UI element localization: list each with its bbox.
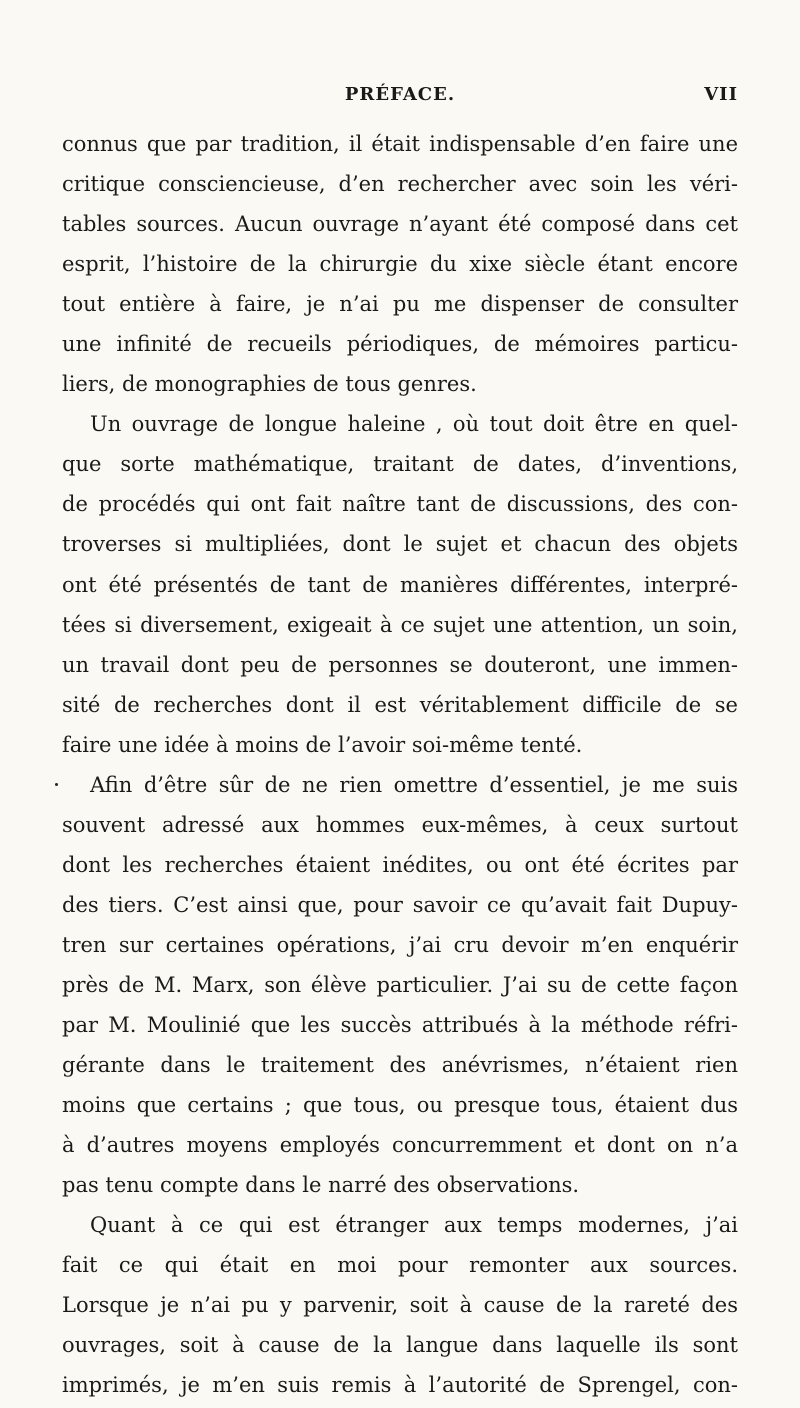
text-line: souvent adressé aux hommes eux-mêmes, à ceux surtout — [62, 812, 738, 837]
running-title: PRÉFACE. — [344, 84, 456, 105]
text-line: près de M. Marx, son élève particulier. J’ai su de cette façon — [62, 972, 738, 997]
text-line: dont les recherches étaient inédites, ou ont été écrites par — [62, 852, 738, 877]
text-line: par M. Moulinié que les succès attribués à la méthode réfri- — [62, 1013, 738, 1038]
text-line: Lorsque je n’ai pu y parvenir, soit à cause de la rareté des — [62, 1293, 738, 1318]
text-line: tables sources. Aucun ouvrage n’ayant été composé dans cet — [62, 212, 738, 237]
text-line: fait ce qui était en moi pour remonter aux sources. — [62, 1253, 738, 1278]
text-line: imprimés, je m’en suis remis à l’autorité de Sprengel, con- — [62, 1373, 738, 1398]
text-line: une infinité de recueils périodiques, de mémoires particu- — [62, 332, 738, 357]
margin-speck — [55, 783, 58, 786]
text-line: que sorte mathématique, traitant de dates, d’inventions, — [62, 452, 738, 477]
text-line: à d’autres moyens employés concurremment et dont on n’a — [62, 1133, 738, 1158]
text-line: Quant à ce qui est étranger aux temps modernes, j’ai — [90, 1213, 738, 1238]
text-line: connus que par tradition, il était indispensable d’en faire une — [62, 132, 738, 156]
text-line: faire une idée à moins de l’avoir soi-même tenté. — [62, 732, 583, 757]
text-line: liers, de monographies de tous genres. — [62, 372, 477, 397]
text-line: Un ouvrage de longue haleine , où tout doit être en quel- — [90, 412, 738, 437]
text-line: des tiers. C’est ainsi que, pour savoir ce qu’avait fait Dupuy- — [62, 892, 738, 917]
text-line: un travail dont peu de personnes se douteront, une immen- — [62, 652, 738, 677]
text-line: pas tenu compte dans le narré des observations. — [62, 1173, 580, 1198]
text-line: esprit, l’histoire de la chirurgie du xixe siècle étant encore — [62, 252, 738, 277]
body-text — [62, 124, 738, 1406]
page-number: VII — [704, 84, 738, 105]
text-line: Afin d’être sûr de ne rien omettre d’essentiel, je me suis — [90, 772, 738, 797]
text-line: moins que certains ; que tous, ou presque tous, étaient dus — [62, 1093, 738, 1118]
text-line: tren sur certaines opérations, j’ai cru devoir m’en enquérir — [62, 932, 738, 957]
text-line: critique consciencieuse, d’en rechercher avec soin les véri- — [62, 172, 738, 197]
text-line: sité de recherches dont il est véritablement difficile de se — [62, 692, 738, 717]
text-line: ouvrages, soit à cause de la langue dans laquelle ils sont — [62, 1333, 738, 1358]
running-head — [60, 84, 740, 114]
text-line: gérante dans le traitement des anévrismes, n’étaient rien — [62, 1053, 738, 1078]
text-line: tées si diversement, exigeait à ce sujet une attention, un soin, — [62, 612, 738, 637]
text-line: ont été présentés de tant de manières différentes, interpré- — [62, 572, 738, 597]
text-line: troverses si multipliées, dont le sujet et chacun des objets — [62, 532, 738, 557]
text-line: de procédés qui ont fait naître tant de discussions, des con- — [62, 492, 738, 517]
text-line: tout entière à faire, je n’ai pu me dispenser de consulter — [62, 292, 738, 317]
